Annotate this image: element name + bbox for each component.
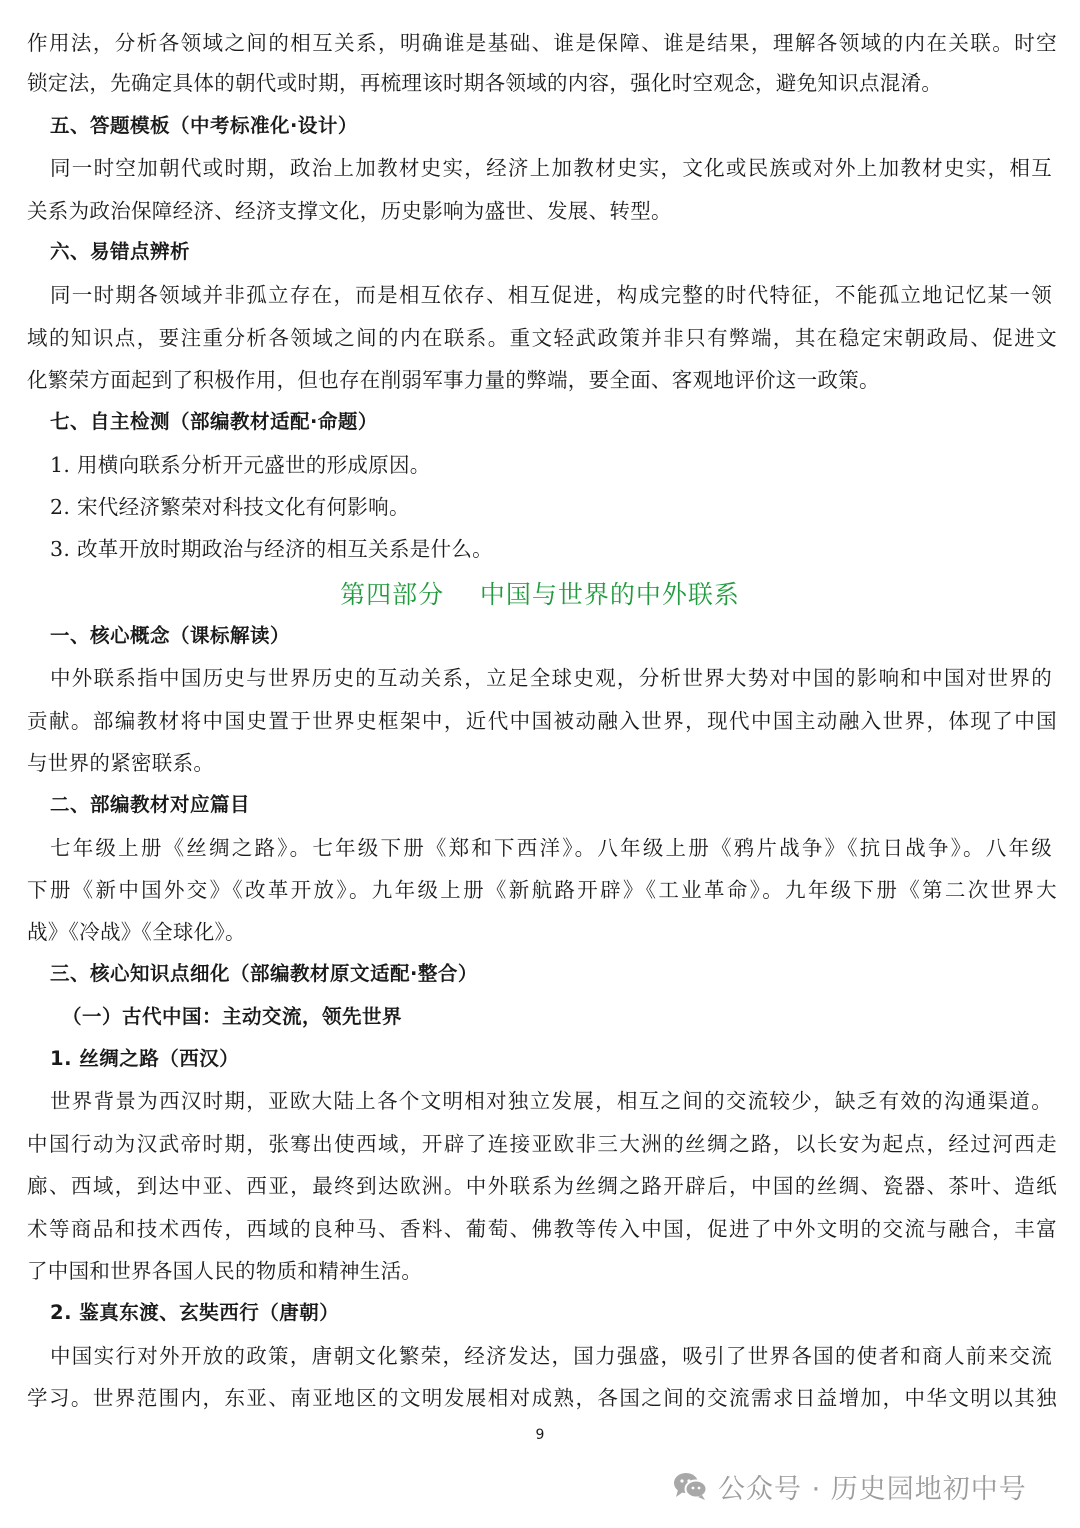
body-line: 战》《冷战》《全球化》。 (27, 920, 246, 944)
wechat-icon (672, 1470, 708, 1502)
body-line: 域的知识点，要注重分析各领域之间的内在联系。重文轻武政策并非只有弊端，其在稳定宋朝政局、促进文 (27, 326, 1057, 350)
page-number: 9 (535, 1427, 545, 1443)
body-line: 中外联系指中国历史与世界历史的互动关系，立足全球史观，分析世界大势对中国的影响和中国对世界的 (50, 666, 1052, 690)
body-line: 七年级上册《丝绸之路》。七年级下册《郑和下西洋》。八年级上册《鸦片战争》《抗日战争》。八年级 (50, 836, 1052, 860)
body-line: 锁定法，先确定具体的朝代或时期，再梳理该时期各领域的内容，强化时空观念，避免知识点混淆。 (27, 71, 943, 95)
section-heading: 六、易错点辨析 (50, 240, 191, 263)
subsection-heading: （一）古代中国：主动交流，领先世界 (62, 1005, 403, 1028)
body-line: 中国行动为汉武帝时期，张骞出使西域，开辟了连接亚欧非三大洲的丝绸之路，以长安为起点，经过河西走 (27, 1132, 1057, 1156)
body-line: 同一时期各领域并非孤立存在，而是相互依存、相互促进，构成完整的时代特征，不能孤立地记忆某一领 (50, 283, 1052, 307)
body-line: 中国实行对外开放的政策，唐朝文化繁荣，经济发达，国力强盛，吸引了世界各国的使者和商人前来交流 (50, 1344, 1052, 1368)
body-line: 同一时空加朝代或时期，政治上加教材史实，经济上加教材史实，文化或民族或对外上加教材史实，相互 (50, 156, 1052, 180)
section-heading: 五、答题模板（中考标准化·设计） (50, 114, 358, 137)
subsection-heading: 2. 鉴真东渡、玄奘西行（唐朝） (50, 1301, 340, 1324)
body-line: 了中国和世界各国人民的物质和精神生活。 (27, 1259, 423, 1283)
subsection-heading: 1. 丝绸之路（西汉） (50, 1047, 240, 1070)
section-heading: 七、自主检测（部编教材适配·命题） (50, 410, 378, 433)
body-line: 关系为政治保障经济、经济支撑文化，历史影响为盛世、发展、转型。 (27, 199, 672, 223)
body-line: 作用法，分析各领域之间的相互关系，明确谁是基础、谁是保障、谁是结果，理解各领域的内在关联。时空 (27, 31, 1057, 55)
question-item: 3. 改革开放时期政治与经济的相互关系是什么。 (50, 537, 493, 561)
body-line: 廊、西域，到达中亚、西亚，最终到达欧洲。中外联系为丝绸之路开辟后，中国的丝绸、瓷器、茶叶、造纸 (27, 1174, 1057, 1198)
body-line: 世界背景为西汉时期，亚欧大陆上各个文明相对独立发展，相互之间的交流较少，缺乏有效的沟通渠道。 (50, 1089, 1052, 1113)
body-line: 术等商品和技术西传，西域的良种马、香料、葡萄、佛教等传入中国，促进了中外文明的交流与融合，丰富 (27, 1217, 1057, 1241)
section-heading: 一、核心概念（课标解读） (50, 624, 291, 647)
question-item: 2. 宋代经济繁荣对科技文化有何影响。 (50, 495, 410, 519)
question-item: 1. 用横向联系分析开元盛世的形成原因。 (50, 453, 431, 477)
section-heading: 二、部编教材对应篇目 (50, 793, 251, 816)
watermark (672, 1466, 1027, 1506)
body-line: 下册《新中国外交》《改革开放》。九年级上册《新航路开辟》《工业革命》。九年级下册《第二次世界大 (27, 878, 1057, 902)
part-title: 第四部分 中国与世界的中外联系 (340, 580, 740, 609)
body-line: 贡献。部编教材将中国史置于世界史框架中，近代中国被动融入世界，现代中国主动融入世界，体现了中国 (27, 709, 1057, 733)
body-line: 化繁荣方面起到了积极作用，但也存在削弱军事力量的弊端，要全面、客观地评价这一政策。 (27, 368, 880, 392)
watermark-text: 公众号 · 历史园地初中号 (718, 1473, 1027, 1505)
section-heading: 三、核心知识点细化（部编教材原文适配·整合） (50, 962, 478, 985)
body-line: 与世界的紧密联系。 (27, 751, 215, 775)
body-line: 学习。世界范围内，东亚、南亚地区的文明发展相对成熟，各国之间的交流需求日益增加，中华文明以其独 (27, 1386, 1057, 1410)
